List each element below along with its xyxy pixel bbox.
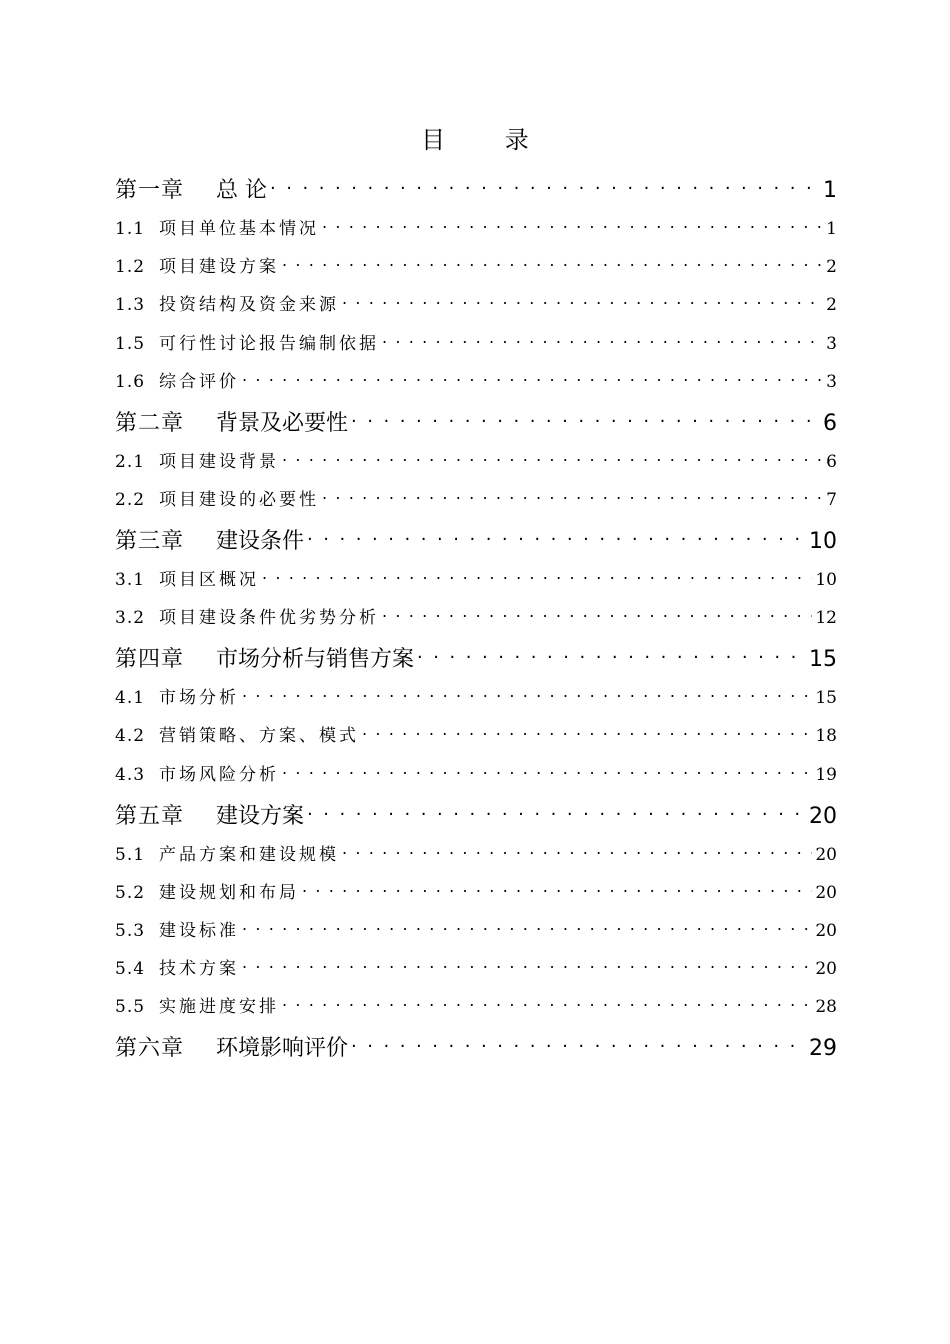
dot-leader bbox=[307, 799, 806, 835]
toc-entry[interactable] bbox=[115, 992, 837, 1022]
dot-leader bbox=[351, 406, 820, 442]
toc-entry-page: 12 bbox=[815, 608, 837, 629]
toc-entry-page: 18 bbox=[815, 726, 837, 747]
toc-entry[interactable] bbox=[115, 721, 837, 751]
toc-entry-label: 投资结构及资金来源 bbox=[159, 295, 339, 316]
toc-entry-label: 环境影响评价 bbox=[216, 1036, 349, 1062]
toc-entry[interactable] bbox=[115, 683, 837, 713]
toc-entry[interactable] bbox=[115, 447, 837, 477]
dot-leader bbox=[417, 642, 806, 678]
toc-entry[interactable] bbox=[115, 760, 837, 790]
toc-entry-label: 可行性讨论报告编制依据 bbox=[159, 333, 379, 354]
dot-leader bbox=[342, 290, 823, 320]
toc-entry-page: 3 bbox=[826, 371, 837, 392]
toc-entry-page: 15 bbox=[809, 647, 837, 673]
toc-entry[interactable] bbox=[115, 290, 837, 320]
toc-entry[interactable] bbox=[115, 367, 837, 397]
toc-entry-number: 1.2 bbox=[115, 257, 146, 278]
toc-entry-page: 20 bbox=[815, 921, 837, 941]
toc-entry-number: 5.3 bbox=[115, 921, 146, 941]
dot-leader bbox=[282, 760, 812, 790]
toc-entry-number: 第三章 bbox=[115, 529, 185, 554]
dot-leader bbox=[242, 367, 823, 397]
dot-leader bbox=[282, 252, 823, 282]
toc-entry-page: 1 bbox=[823, 178, 837, 203]
toc-entry-label: 项目建设背景 bbox=[159, 451, 279, 472]
toc-entry-page: 7 bbox=[826, 490, 837, 510]
toc-entry-number: 5.5 bbox=[115, 997, 146, 1018]
dot-leader bbox=[307, 524, 806, 560]
toc-entry-page: 1 bbox=[826, 219, 837, 239]
dot-leader bbox=[242, 954, 812, 984]
toc-entry[interactable] bbox=[115, 603, 837, 633]
dot-leader bbox=[302, 878, 812, 908]
toc-entry-label: 项目建设条件优劣势分析 bbox=[159, 608, 379, 629]
dot-leader bbox=[270, 173, 820, 209]
toc-entry-number: 第二章 bbox=[115, 410, 185, 436]
toc-entry-label: 实施进度安排 bbox=[159, 997, 279, 1018]
toc-entry-page: 20 bbox=[815, 844, 837, 865]
toc-entry-page: 10 bbox=[809, 529, 837, 554]
dot-leader bbox=[351, 1031, 806, 1067]
toc-entry-label: 技术方案 bbox=[159, 959, 239, 980]
toc-entry-number: 3.1 bbox=[115, 570, 146, 590]
toc-entry-number: 2.2 bbox=[115, 490, 146, 510]
toc-entry[interactable] bbox=[115, 1031, 837, 1067]
toc-entry-page: 2 bbox=[826, 295, 837, 316]
dot-leader bbox=[362, 721, 812, 751]
toc-entry-number: 4.2 bbox=[115, 726, 146, 747]
toc-entry[interactable] bbox=[115, 173, 837, 209]
toc-entry[interactable] bbox=[115, 642, 837, 678]
toc-entry-number: 1.1 bbox=[115, 219, 146, 239]
toc-entry-number: 第四章 bbox=[115, 647, 185, 673]
toc-entry-number: 4.1 bbox=[115, 688, 146, 709]
toc-entry-label: 建设方案 bbox=[216, 803, 305, 829]
toc-entry-label: 总 论 bbox=[216, 178, 267, 203]
toc-entry-page: 20 bbox=[815, 959, 837, 980]
toc-entry-label: 市场风险分析 bbox=[159, 764, 279, 785]
toc-entry-number: 4.3 bbox=[115, 764, 146, 785]
toc-entry-number: 3.2 bbox=[115, 608, 146, 629]
toc-entry-number: 第六章 bbox=[115, 1036, 185, 1062]
dot-leader bbox=[262, 565, 812, 595]
toc-entry[interactable] bbox=[115, 485, 837, 515]
dot-leader bbox=[242, 916, 812, 946]
toc-entry-page: 2 bbox=[826, 257, 837, 278]
toc-entry-page: 20 bbox=[815, 882, 837, 903]
toc-entry-label: 建设条件 bbox=[216, 529, 305, 554]
dot-leader bbox=[382, 603, 812, 633]
toc-entry-label: 建设标准 bbox=[159, 921, 239, 941]
dot-leader bbox=[382, 329, 823, 359]
toc-entry-page: 20 bbox=[809, 803, 837, 829]
dot-leader bbox=[322, 485, 823, 515]
toc-entry[interactable] bbox=[115, 406, 837, 442]
toc-entry[interactable] bbox=[115, 252, 837, 282]
toc-entry[interactable] bbox=[115, 916, 837, 946]
toc-entry-label: 营销策略、方案、模式 bbox=[159, 726, 359, 747]
toc-entry[interactable] bbox=[115, 565, 837, 595]
page-title: 目 录 bbox=[421, 126, 555, 154]
toc-entry-label: 市场分析与销售方案 bbox=[216, 647, 415, 673]
toc-entry-label: 项目区概况 bbox=[159, 570, 259, 590]
toc-entry-label: 背景及必要性 bbox=[216, 410, 349, 436]
dot-leader bbox=[282, 447, 823, 477]
toc-entry-number: 2.1 bbox=[115, 451, 146, 472]
toc-entry-label: 项目建设的必要性 bbox=[159, 490, 319, 510]
toc-entry-label: 产品方案和建设规模 bbox=[159, 844, 339, 865]
toc-entry[interactable] bbox=[115, 524, 837, 560]
toc-entry-page: 6 bbox=[823, 410, 837, 436]
toc-entry-label: 建设规划和布局 bbox=[159, 882, 299, 903]
toc-entry-number: 第一章 bbox=[115, 178, 185, 203]
toc-entry[interactable] bbox=[115, 329, 837, 359]
toc-entry-number: 1.6 bbox=[115, 371, 146, 392]
toc-entry-label: 综合评价 bbox=[159, 371, 239, 392]
toc-entry[interactable] bbox=[115, 878, 837, 908]
toc-entry[interactable] bbox=[115, 214, 837, 244]
toc-entry-number: 5.1 bbox=[115, 844, 146, 865]
dot-leader bbox=[242, 683, 812, 713]
toc-entry-page: 19 bbox=[815, 764, 837, 785]
toc-entry[interactable] bbox=[115, 954, 837, 984]
dot-leader bbox=[282, 992, 812, 1022]
toc-entry-page: 29 bbox=[809, 1036, 837, 1062]
toc-entry-label: 项目建设方案 bbox=[159, 257, 279, 278]
toc-entry-number: 第五章 bbox=[115, 803, 185, 829]
toc-entry-page: 28 bbox=[815, 997, 837, 1018]
toc-entry-page: 3 bbox=[826, 333, 837, 354]
toc-entry-page: 15 bbox=[815, 688, 837, 709]
toc-entry-number: 1.5 bbox=[115, 333, 146, 354]
toc-entry-number: 5.2 bbox=[115, 882, 146, 903]
toc-entry-label: 市场分析 bbox=[159, 688, 239, 709]
toc-entry[interactable] bbox=[115, 840, 837, 870]
toc-entry[interactable] bbox=[115, 799, 837, 835]
toc-entry-page: 10 bbox=[815, 570, 837, 590]
dot-leader bbox=[342, 840, 812, 870]
toc-entry-number: 1.3 bbox=[115, 295, 146, 316]
toc-entry-page: 6 bbox=[826, 451, 837, 472]
toc-entry-number: 5.4 bbox=[115, 959, 146, 980]
toc-entry-label: 项目单位基本情况 bbox=[159, 219, 319, 239]
dot-leader bbox=[322, 214, 823, 244]
